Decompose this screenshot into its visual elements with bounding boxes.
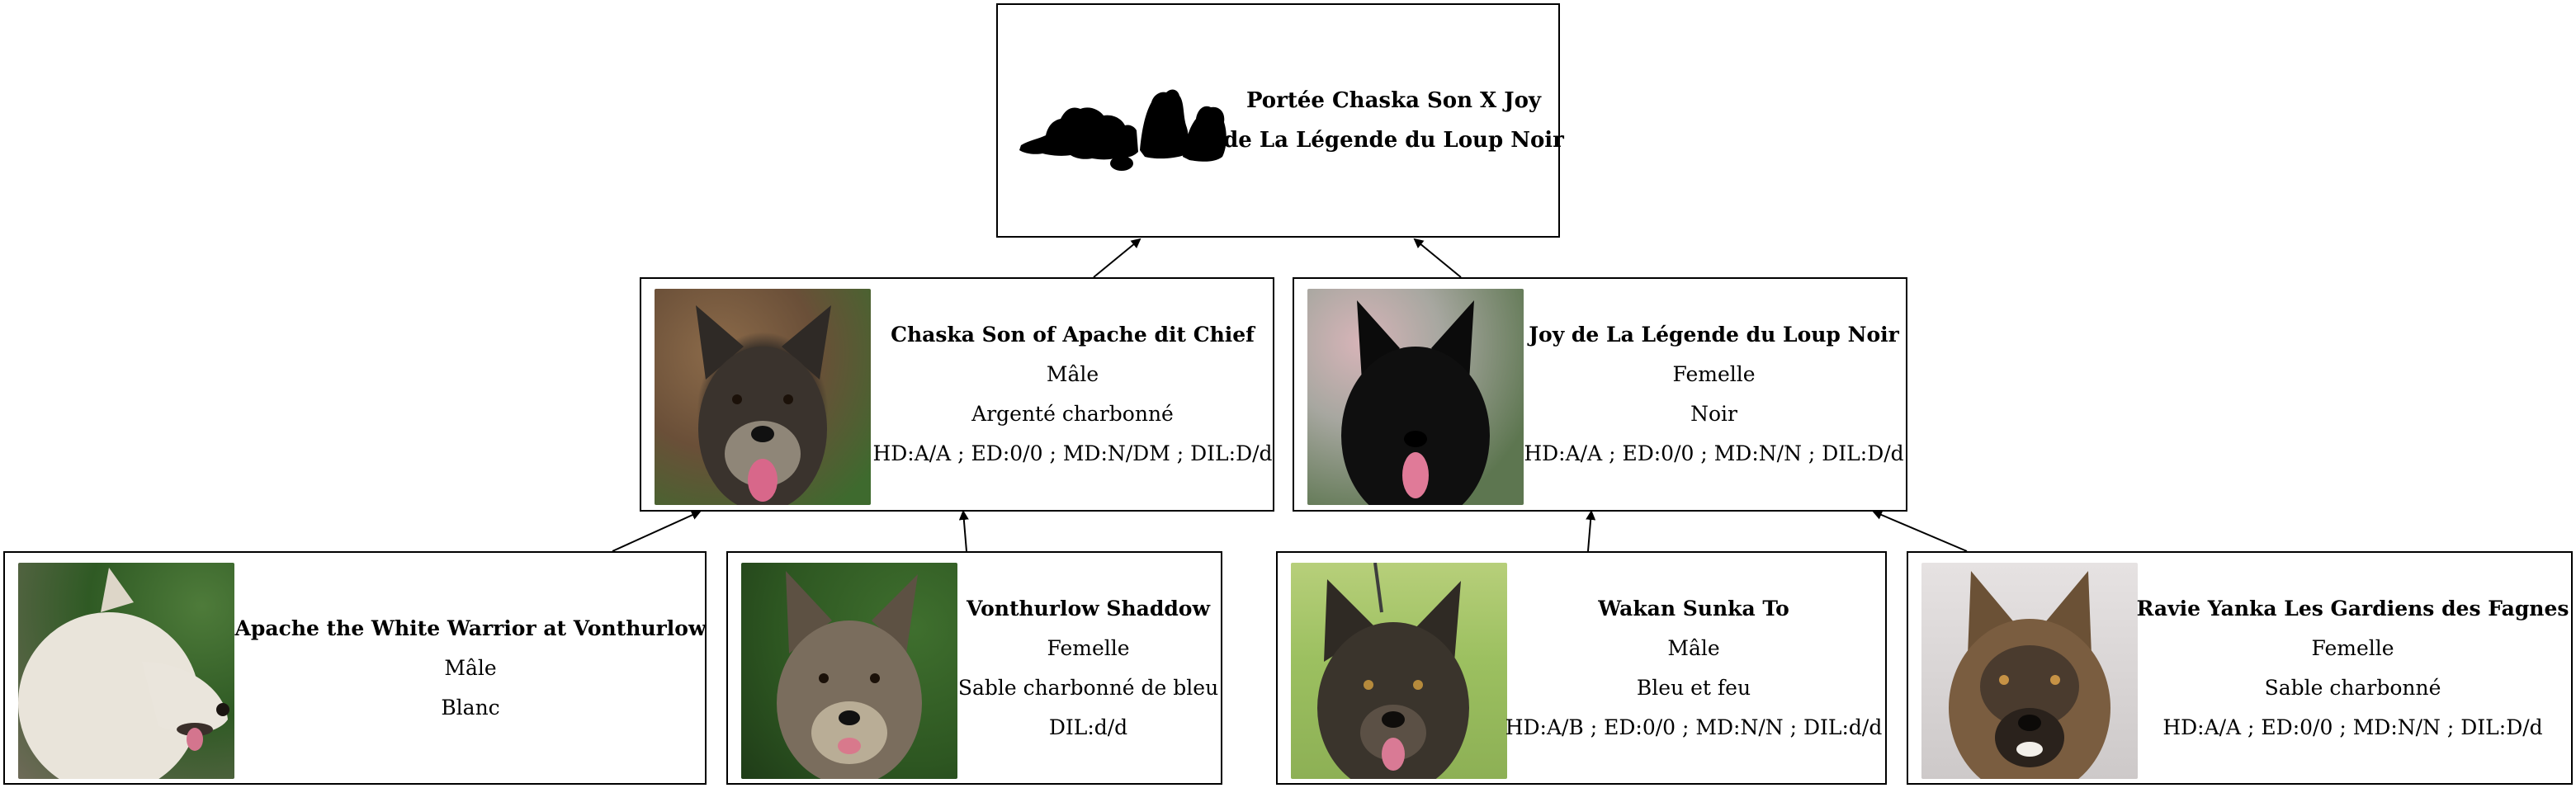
arrow-joy-to-litter (1415, 239, 1461, 277)
dog-sex: Femelle (1672, 362, 1756, 386)
dog-head-icon (18, 563, 234, 779)
dog-name: Chaska Son of Apache dit Chief (891, 323, 1255, 347)
arrow-ravie-to-joy (1874, 512, 1967, 551)
dog-sex: Femelle (1047, 635, 1130, 660)
dog-head-icon (1291, 563, 1507, 779)
dog-head-icon (1307, 289, 1524, 505)
dog-head-icon (1921, 563, 2138, 779)
dog-photo (655, 289, 871, 505)
dog-photo (1921, 563, 2138, 779)
dog-color: Bleu et feu (1636, 675, 1751, 700)
grandparent-node-apache (3, 551, 707, 785)
arrow-wakan-to-joy (1588, 512, 1591, 551)
dog-sex: Femelle (2311, 635, 2394, 660)
dog-name: Vonthurlow Shaddow (966, 596, 1210, 620)
grandparent-node-shaddow (726, 551, 1222, 785)
dog-sex: Mâle (444, 655, 497, 680)
dog-color: Blanc (441, 695, 500, 720)
dog-color: Noir (1690, 402, 1737, 426)
dog-name: Wakan Sunka To (1598, 596, 1789, 620)
dog-sex: Mâle (1667, 635, 1720, 660)
grandparent-node-wakan (1276, 551, 1887, 785)
dog-name: Apache the White Warrior at Vonthurlow (234, 616, 707, 640)
dog-sex: Mâle (1046, 362, 1099, 386)
dog-photo (1291, 563, 1507, 779)
parent-node-chaska (640, 277, 1274, 512)
dog-health: HD:A/A ; ED:0/0 ; MD:N/N ; DIL:D/d (1524, 441, 1904, 465)
dog-health: HD:A/A ; ED:0/0 ; MD:N/DM ; DIL:D/d (872, 441, 1273, 465)
dog-color: Argenté charbonné (971, 402, 1174, 426)
litter-title-line2: de La Légende du Loup Noir (1223, 128, 1564, 153)
parent-node-joy (1293, 277, 1907, 512)
dog-photo (1307, 289, 1524, 505)
grandparent-node-ravie (1907, 551, 2573, 785)
dog-color: Sable charbonné (2264, 675, 2441, 700)
dog-health: DIL:d/d (1048, 715, 1128, 739)
litter-node (996, 3, 1564, 238)
arrow-chaska-to-litter (1094, 239, 1140, 277)
dog-head-icon (741, 563, 957, 779)
dog-name: Joy de La Légende du Loup Noir (1529, 323, 1899, 347)
dog-health: HD:A/B ; ED:0/0 ; MD:N/N ; DIL:d/d (1505, 715, 1883, 739)
dog-photo (18, 563, 234, 779)
puppies-silhouette-icon (1013, 81, 1229, 180)
dog-head-icon (655, 289, 871, 505)
dog-photo (741, 563, 957, 779)
arrow-apache-to-chaska (612, 512, 700, 551)
dog-health: HD:A/A ; ED:0/0 ; MD:N/N ; DIL:D/d (2162, 715, 2543, 739)
arrow-shaddow-to-chaska (963, 512, 967, 551)
dog-name: Ravie Yanka Les Gardiens des Fagnes (2136, 596, 2569, 620)
litter-title-line1: Portée Chaska Son X Joy (1245, 88, 1542, 113)
dog-color: Sable charbonné de bleu (957, 675, 1219, 700)
